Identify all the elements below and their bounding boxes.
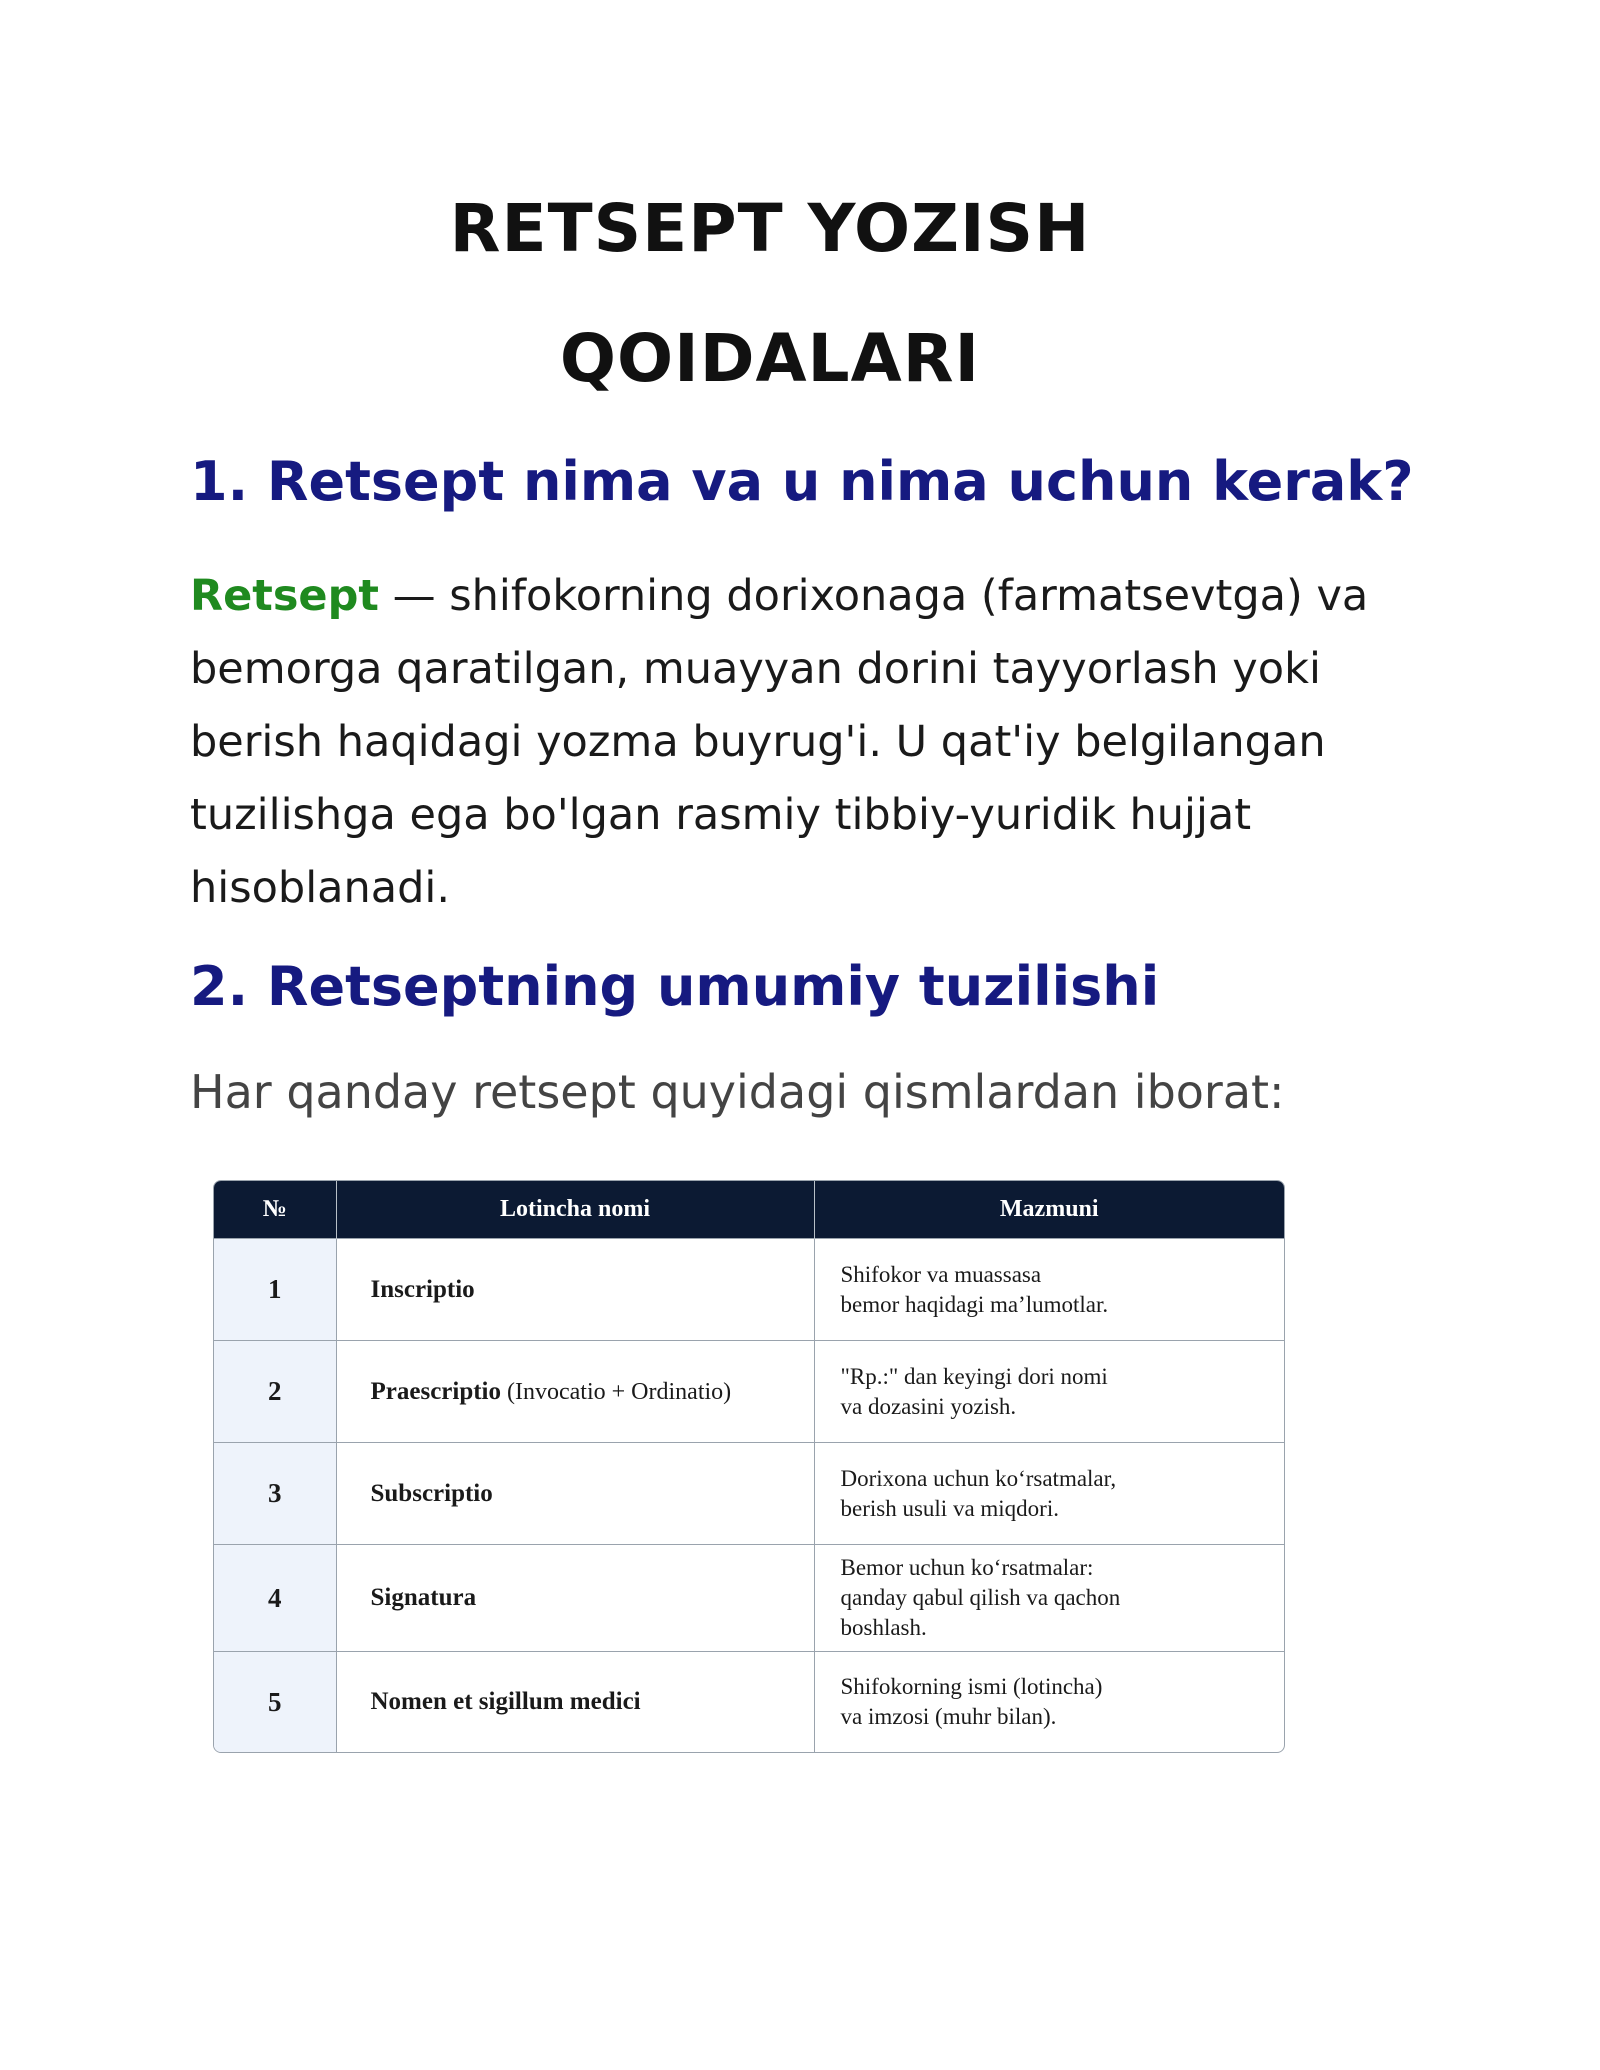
row-latin-name	[336, 1545, 814, 1652]
row-content: Shifokorning ismi (lotincha) va imzosi (muhr bilan).	[814, 1652, 1284, 1753]
table-row	[214, 1545, 1284, 1652]
latin-term: Signatura	[370, 1584, 477, 1611]
latin-term: Praescriptio	[370, 1377, 502, 1405]
latin-term: Subscriptio	[370, 1479, 493, 1507]
structure-intro-text: Har qanday retsept quyidagi qismlardan iborat:	[190, 1065, 1285, 1119]
row-content: "Rp.:" dan keyingi dori nomi va dozasini yozish.	[814, 1341, 1284, 1443]
row-latin-name	[336, 1652, 814, 1753]
table-row	[214, 1239, 1284, 1341]
section-2-heading: 2. Retseptning umumiy tuzilishi	[190, 955, 1160, 1018]
page-title-line-2: QOIDALARI	[559, 320, 981, 397]
section-1-heading: 1. Retsept nima va u nima uchun kerak?	[190, 450, 1414, 513]
table-row	[214, 1341, 1284, 1443]
header-content: Mazmuni	[814, 1181, 1284, 1239]
latin-term: Inscriptio	[370, 1275, 475, 1303]
table-row	[214, 1652, 1284, 1753]
row-number: 5	[214, 1652, 336, 1753]
definition-paragraph	[190, 560, 1430, 925]
row-content: Shifokor va muassasa bemor haqidagi ma’lumotlar.	[814, 1239, 1284, 1341]
definition-term: Retsept	[190, 571, 379, 621]
row-latin-name	[336, 1239, 814, 1341]
row-number: 3	[214, 1443, 336, 1545]
table-row	[214, 1443, 1284, 1545]
definition-text: — shifokorning dorixonaga (farmatsevtga) va bemorga qaratilgan, muayyan dorini tayyorlash yoki berish haqidagi yozma buyrug'i. U qat'iy belgilangan tuzilishga ega bo'lgan rasmiy tibbiy-yuridik hujjat hisoblanadi.	[190, 571, 1369, 913]
latin-term-note: (Invocatio + Ordinatio)	[501, 1378, 732, 1405]
header-number: №	[214, 1181, 336, 1239]
latin-term: Nomen et sigillum medici	[370, 1688, 641, 1715]
row-latin-name	[336, 1341, 814, 1443]
page-title-line-1: RETSEPT YOZISH	[449, 190, 1091, 267]
prescription-structure-table	[213, 1180, 1285, 1753]
row-number: 2	[214, 1341, 336, 1443]
row-number: 1	[214, 1239, 336, 1341]
row-content: Dorixona uchun koʻrsatmalar, berish usuli va miqdori.	[814, 1443, 1284, 1545]
row-number: 4	[214, 1545, 336, 1652]
row-latin-name	[336, 1443, 814, 1545]
table-header-row	[214, 1181, 1284, 1239]
row-content: Bemor uchun koʻrsatmalar: qanday qabul qilish va qachon boshlash.	[814, 1545, 1284, 1652]
header-latin-name: Lotincha nomi	[336, 1181, 814, 1239]
